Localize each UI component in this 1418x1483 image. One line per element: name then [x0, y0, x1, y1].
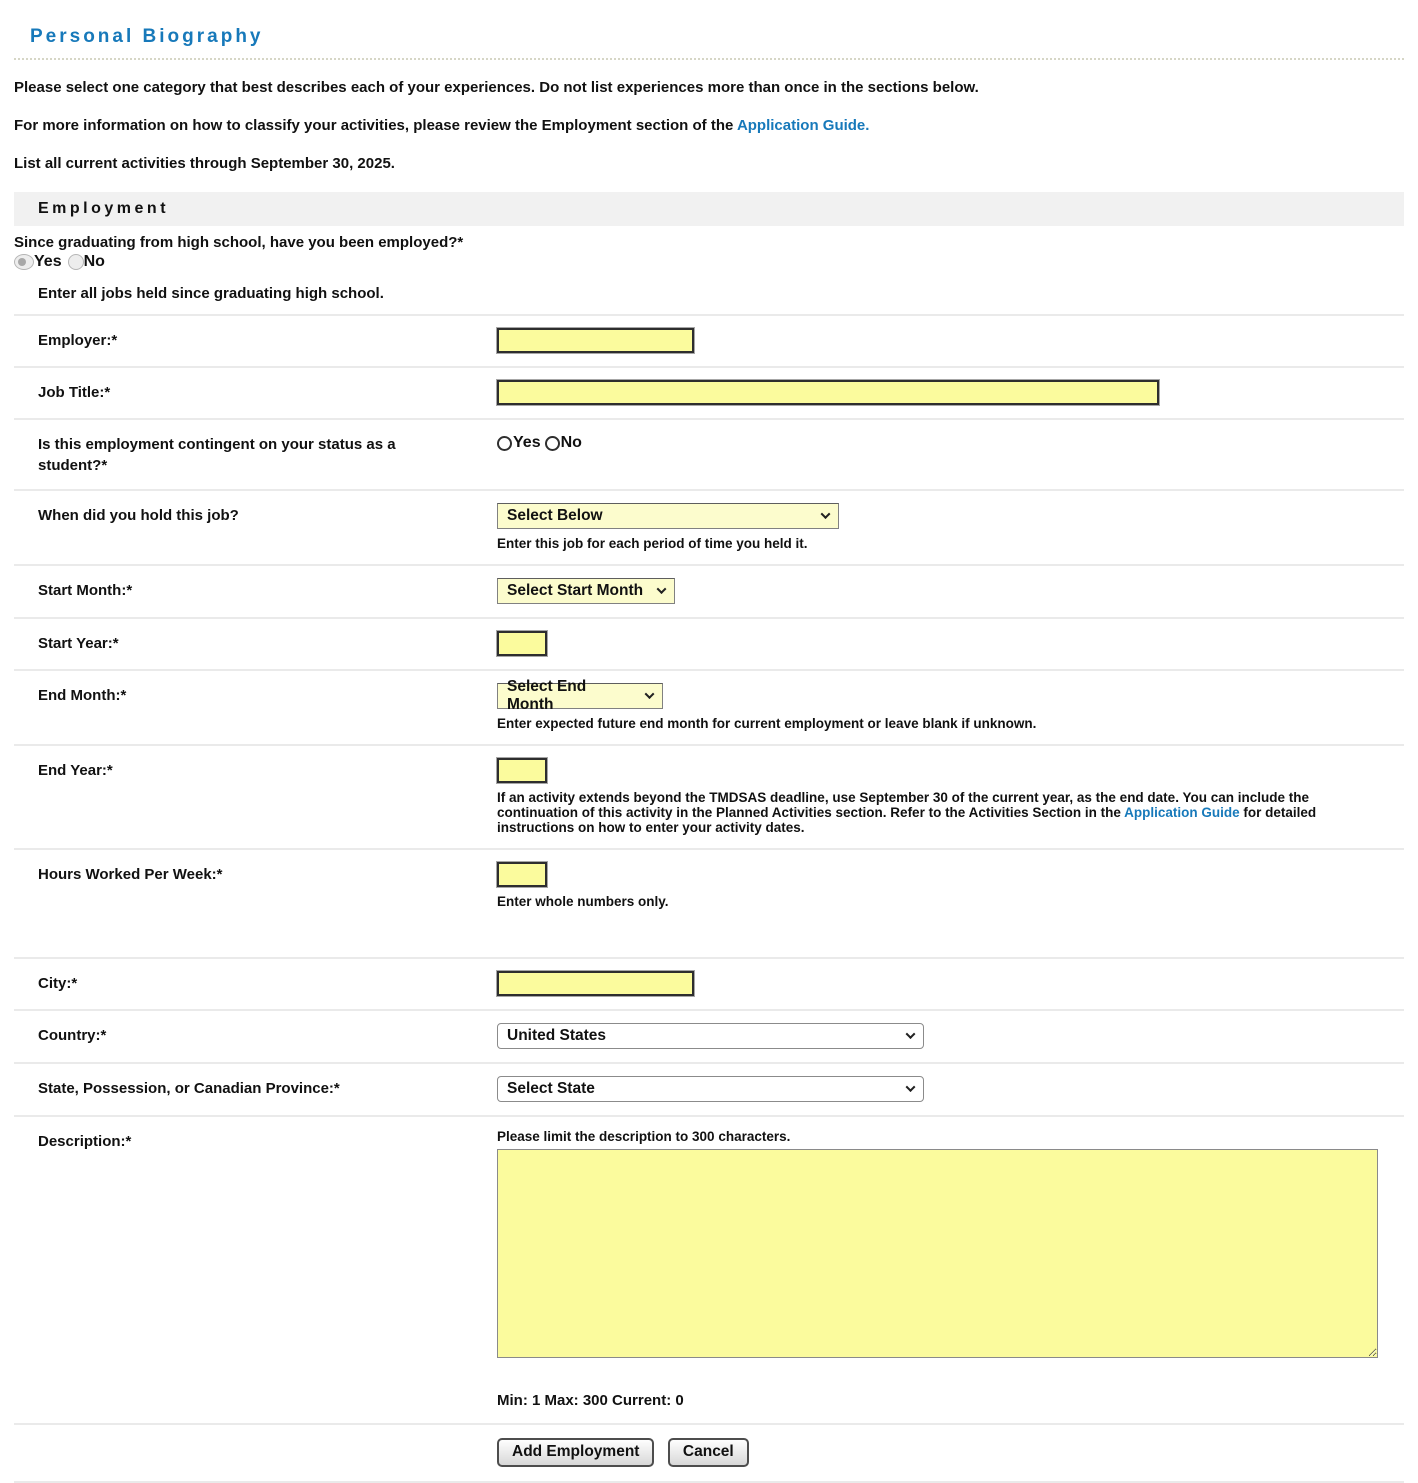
- jobs-instruction: Enter all jobs held since graduating high school.: [38, 285, 384, 303]
- hours-input[interactable]: [497, 862, 547, 887]
- chevron-down-icon: [657, 584, 667, 594]
- state-label: State, Possession, or Canadian Province:*: [38, 1079, 340, 1097]
- intro-paragraph-1: Please select one category that best describes each of your experiences. Do not list experiences more than once in the sections below.: [14, 79, 979, 96]
- end-year-note-text-1: If an activity extends beyond the TMDSAS deadline, use September 30 of the current year, as the end date. You can include the continuation of this activity in the Planned Activities section. Refer to the Activities Section in the: [497, 789, 1309, 820]
- country-row: [14, 1009, 1404, 1062]
- intro-paragraph-3: List all current activities through September 30, 2025.: [14, 154, 395, 172]
- period-select-value: Select Below: [507, 506, 603, 524]
- end-year-note: [497, 790, 1380, 835]
- chevron-down-icon: [906, 1029, 916, 1039]
- start-year-label: Start Year:*: [38, 634, 119, 652]
- application-guide-link[interactable]: Application Guide.: [736, 116, 870, 134]
- chevron-down-icon: [906, 1082, 916, 1092]
- contingent-yes-label: Yes: [513, 434, 541, 452]
- city-label: City:*: [38, 974, 78, 992]
- period-select[interactable]: [497, 503, 839, 529]
- end-month-help: Enter expected future end month for current employment or leave blank if unknown.: [497, 715, 1037, 731]
- description-help: Please limit the description to 300 characters.: [497, 1128, 791, 1144]
- start-year-input[interactable]: [497, 631, 547, 656]
- start-month-label: Start Month:*: [38, 581, 133, 599]
- personal-biography-page: [0, 26, 1418, 1483]
- chevron-down-icon: [821, 509, 831, 519]
- application-guide-link[interactable]: Application Guide: [1124, 804, 1240, 820]
- form-actions: [14, 1423, 1404, 1483]
- state-select-value: Select State: [507, 1079, 595, 1097]
- employer-label: Employer:*: [38, 332, 118, 350]
- start-month-row: [14, 564, 1404, 617]
- end-month-select[interactable]: [497, 677, 663, 713]
- employed-radio-group: [14, 253, 1404, 271]
- description-row: [14, 1115, 1404, 1376]
- country-select[interactable]: [497, 1023, 924, 1049]
- intro-paragraph-2-text: For more information on how to classify your activities, please review the Employment section of the: [14, 116, 737, 134]
- contingent-label: Is this employment contingent on your status as a student?*: [38, 436, 396, 474]
- end-month-select-value: Select End Month: [507, 677, 587, 713]
- employed-yes-label: Yes: [34, 253, 62, 271]
- start-month-select-value: Select Start Month: [507, 581, 644, 599]
- state-select[interactable]: [497, 1076, 924, 1102]
- employed-yes-radio[interactable]: [14, 254, 34, 270]
- employed-no-label: No: [83, 253, 105, 271]
- hours-help: Enter whole numbers only.: [497, 893, 669, 909]
- period-label: When did you hold this job?: [38, 506, 239, 524]
- contingent-no-label: No: [560, 434, 582, 452]
- period-row: [14, 489, 1404, 564]
- description-counter: Min: 1 Max: 300 Current: 0: [497, 1391, 684, 1409]
- end-month-label: End Month:*: [38, 686, 127, 704]
- hours-row: [14, 848, 1404, 957]
- intro-paragraph-2: [14, 117, 1404, 136]
- employed-question: Since graduating from high school, have you been employed?*: [14, 234, 464, 252]
- add-employment-button[interactable]: Add Employment: [497, 1438, 654, 1467]
- end-year-note-text-2: for detailed instructions on how to enter your activity dates.: [497, 804, 1317, 835]
- employer-row: [14, 314, 1404, 366]
- contingent-radio-group: [497, 432, 1380, 452]
- employed-no-radio[interactable]: [68, 254, 84, 270]
- city-input[interactable]: [497, 971, 694, 996]
- title-divider: [14, 58, 1404, 60]
- description-label: Description:*: [38, 1132, 132, 1150]
- contingent-yes-radio[interactable]: [497, 436, 512, 451]
- start-month-select[interactable]: [497, 578, 675, 604]
- job-title-label: Job Title:*: [38, 384, 111, 402]
- contingent-row: [14, 418, 1404, 489]
- city-row: [14, 957, 1404, 1009]
- end-year-label: End Year:*: [38, 761, 113, 779]
- employment-section-header: Employment: [14, 192, 1404, 226]
- employer-input[interactable]: [497, 328, 694, 353]
- state-row: [14, 1062, 1404, 1115]
- start-year-row: [14, 617, 1404, 669]
- page-title: Personal Biography: [30, 26, 264, 47]
- job-title-row: [14, 366, 1404, 418]
- end-year-input[interactable]: [497, 758, 547, 783]
- cancel-button[interactable]: Cancel: [668, 1438, 749, 1467]
- description-textarea[interactable]: [497, 1149, 1378, 1358]
- chevron-down-icon: [645, 689, 655, 699]
- contingent-no-radio[interactable]: [545, 436, 560, 451]
- country-label: Country:*: [38, 1026, 107, 1044]
- hours-label: Hours Worked Per Week:*: [38, 865, 223, 883]
- job-title-input[interactable]: [497, 380, 1159, 405]
- period-help: Enter this job for each period of time you held it.: [497, 535, 808, 551]
- country-select-value: United States: [507, 1026, 607, 1044]
- end-year-row: [14, 744, 1404, 848]
- end-month-row: [14, 669, 1404, 744]
